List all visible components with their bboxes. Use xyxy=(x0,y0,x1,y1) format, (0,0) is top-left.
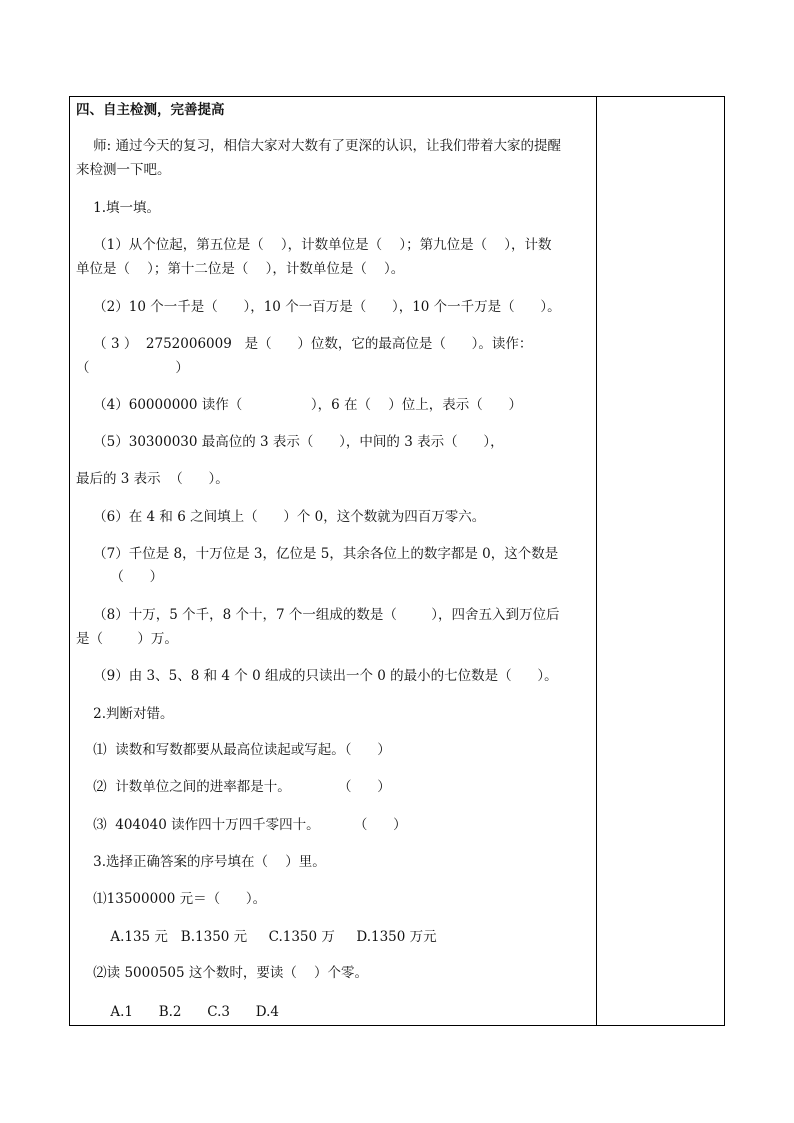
judge-1: ⑴ 读数和写数都要从最高位读起或写起。（ ） xyxy=(76,742,391,758)
intro-line-1: 师: 通过今天的复习，相信大家对大数有了更深的认识，让我们带着大家的提醒 xyxy=(76,138,562,154)
intro-line-2: 来检测一下吧。 xyxy=(76,162,171,178)
section-heading: 四、自主检测，完善提高 xyxy=(76,102,225,118)
true-false-title: 2.判断对错。 xyxy=(76,706,174,722)
choice-2-options: A.1 B.2 C.3 D.4 xyxy=(76,1004,279,1020)
question-8-line-2: 是（ ）万。 xyxy=(76,631,178,647)
question-3-line-1: （ 3 ） 2752006009 是（ ）位数，它的最高位是（ ）。读作： xyxy=(76,336,533,352)
choice-1-options: A.135 元 B.1350 元 C.1350 万 D.1350 万元 xyxy=(76,929,437,945)
question-1-line-1: （1）从个位起，第五位是（ ），计数单位是（ ）；第九位是（ ），计数 xyxy=(76,237,552,253)
judge-3: ⑶ 404040 读作四十万四千零四十。 （ ） xyxy=(76,817,407,833)
choice-1: ⑴13500000 元＝（ ）。 xyxy=(76,891,267,907)
question-5-line-2: 最后的 3 表示 （ ）。 xyxy=(76,471,229,487)
choice-title: 3.选择正确答案的序号填在（ ）里。 xyxy=(76,854,326,870)
judge-2: ⑵ 计数单位之间的进率都是十。 （ ） xyxy=(76,779,391,795)
question-6: （6）在 4 和 6 之间填上（ ）个 0，这个数就为四百万零六。 xyxy=(76,509,486,525)
question-4: （4）60000000 读作（ ），6 在（ ）位上，表示（ ） xyxy=(76,397,522,413)
question-9: （9）由 3、5、8 和 4 个 0 组成的只读出一个 0 的最小的七位数是（ ）。 xyxy=(76,668,558,684)
question-8-line-1: （8）十万，5 个千，8 个十，7 个一组成的数是（ ），四舍五入到万位后 xyxy=(76,607,560,623)
column-divider xyxy=(596,96,597,1026)
question-1-line-2: 单位是（ ）；第十二位是（ ），计数单位是（ ）。 xyxy=(76,261,405,277)
question-3-line-2: （ ） xyxy=(76,360,189,376)
question-5-line-1: （5）30300030 最高位的 3 表示（ ），中间的 3 表示（ ）， xyxy=(76,434,504,450)
question-7-line-2: （ ） xyxy=(76,569,164,585)
question-7-line-1: （7）千位是 8，十万位是 3，亿位是 5，其余各位上的数字都是 0，这个数是 xyxy=(76,546,559,562)
fill-in-title: 1.填一填。 xyxy=(76,200,161,216)
choice-2: ⑵读 5000505 这个数时，要读（ ）个零。 xyxy=(76,965,369,981)
question-2: （2）10 个一千是（ ），10 个一百万是（ ），10 个一千万是（ ）。 xyxy=(76,299,561,315)
